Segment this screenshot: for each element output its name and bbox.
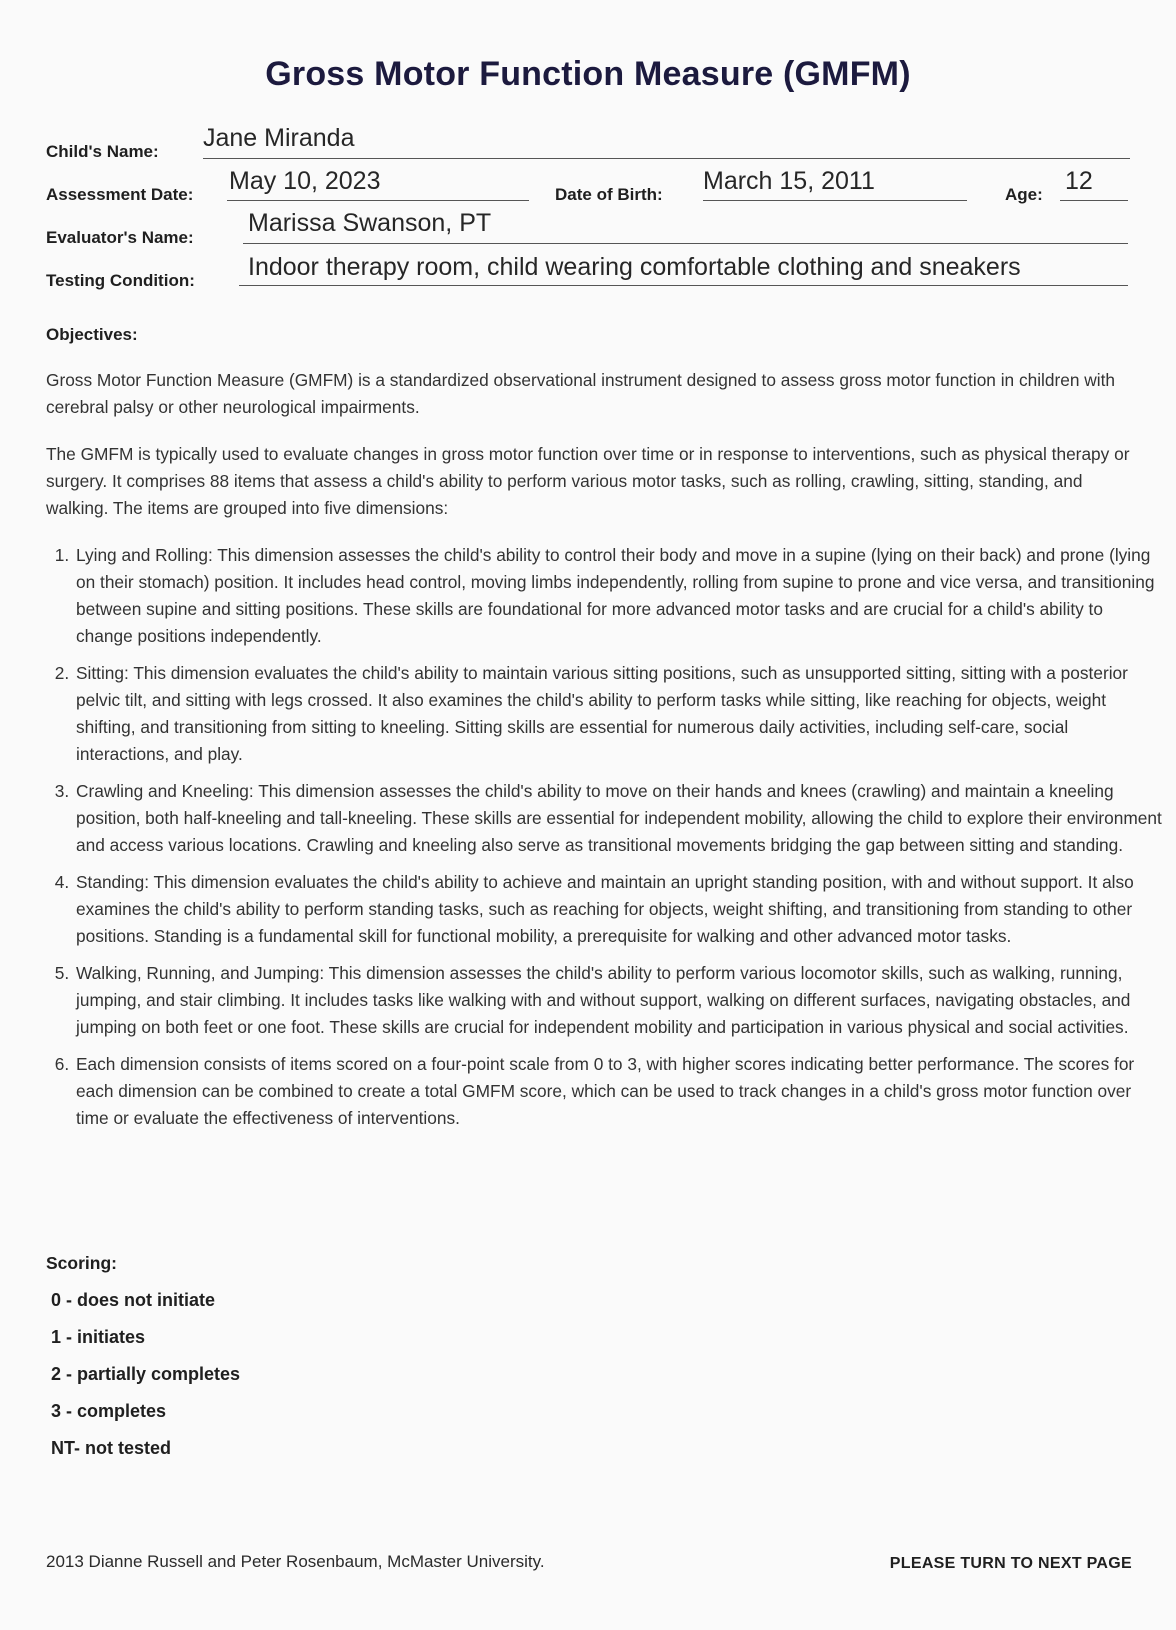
- score-item: 2 - partially completes: [51, 1364, 241, 1384]
- assessment-date-line: [227, 200, 529, 201]
- age-line: [1060, 200, 1128, 201]
- dimensions-list: [46, 542, 1164, 1142]
- dimension-item: 5. Walking, Running, and Jumping: This dimension assesses the child's ability to perform various locomotor skills, such as walking, running, jumping, and stair climbing. It includes tasks like walking with and without support, walking on different surfaces, navigating obstacles, and jumping on both feet or one foot. These skills are crucial for independent mobility and participation in various physical and social activities.: [74, 960, 1164, 1041]
- copyright-notice: 2013 Dianne Russell and Peter Rosenbaum, McMaster University.: [46, 1552, 545, 1571]
- child-name-line: [203, 158, 1130, 159]
- score-item: 1 - initiates: [51, 1327, 146, 1347]
- dimension-item: 4. Standing: This dimension evaluates the child's ability to achieve and maintain an upright standing position, with and without support. It also examines the child's ability to perform standing tasks, such as reaching for objects, weight shifting, and transitioning from standing to other positions. Standing is a fundamental skill for functional mobility, a prerequisite for walking and other advanced motor tasks.: [74, 869, 1164, 950]
- dimension-item: 1. Lying and Rolling: This dimension assesses the child's ability to control their body and move in a supine (lying on their back) and prone (lying on their stomach) position. It includes head control, moving limbs independently, rolling from supine to prone and vice versa, and transitioning between supine and sitting positions. These skills are foundational for more advanced motor tasks and are crucial for a child's ability to change positions independently.: [74, 542, 1164, 650]
- evaluator-name-label: Evaluator's Name:: [46, 228, 194, 247]
- score-item: 3 - completes: [51, 1401, 167, 1421]
- child-name-value[interactable]: Jane Miranda: [203, 124, 355, 152]
- scoring-heading: Scoring:: [46, 1253, 117, 1273]
- testing-condition-line: [239, 285, 1128, 286]
- evaluator-name-line: [243, 243, 1128, 244]
- document-title: Gross Motor Function Measure (GMFM): [265, 55, 911, 93]
- age-label: Age:: [1005, 185, 1043, 204]
- assessment-date-value[interactable]: May 10, 2023: [229, 167, 381, 195]
- child-name-label: Child's Name:: [46, 142, 159, 161]
- date-of-birth-line: [703, 200, 967, 201]
- dimension-item: 3. Crawling and Kneeling: This dimension assesses the child's ability to move on their hands and knees (crawling) and maintain a kneeling position, both half-kneeling and tall-kneeling. These skills are essential for independent mobility, allowing the child to explore their environment and access various locations. Crawling and kneeling also serve as transitional movements bridging the gap between sitting and standing.: [74, 778, 1164, 859]
- age-value[interactable]: 12: [1065, 167, 1093, 195]
- dimension-item: 2. Sitting: This dimension evaluates the child's ability to maintain various sitting positions, such as unsupported sitting, sitting with a posterior pelvic tilt, and sitting with legs crossed. It also examines the child's ability to perform tasks while sitting, like reaching for objects, weight shifting, and transitioning from sitting to kneeling. Sitting skills are essential for numerous daily activities, including self-care, social interactions, and play.: [74, 660, 1164, 768]
- objectives-paragraph: The GMFM is typically used to evaluate changes in gross motor function over time or in response to interventions, such as physical therapy or surgery. It comprises 88 items that assess a child's ability to perform various motor tasks, such as rolling, crawling, sitting, standing, and walking. The items are grouped into five dimensions:: [46, 444, 1130, 518]
- score-item: 0 - does not initiate: [51, 1290, 216, 1310]
- date-of-birth-label: Date of Birth:: [555, 185, 663, 204]
- dimension-item: 6. Each dimension consists of items scored on a four-point scale from 0 to 3, with higher scores indicating better performance. The scores for each dimension can be combined to create a total GMFM score, which can be used to track changes in a child's gross motor function over time or evaluate the effectiveness of interventions.: [74, 1051, 1164, 1132]
- assessment-date-label: Assessment Date:: [46, 185, 194, 204]
- objectives-heading: Objectives:: [46, 325, 138, 344]
- date-of-birth-value[interactable]: March 15, 2011: [703, 167, 875, 195]
- testing-condition-label: Testing Condition:: [46, 271, 195, 290]
- next-page-notice: PLEASE TURN TO NEXT PAGE: [889, 1555, 1132, 1572]
- score-item: NT- not tested: [51, 1438, 171, 1458]
- evaluator-name-value[interactable]: Marissa Swanson, PT: [248, 209, 492, 237]
- testing-condition-value[interactable]: Indoor therapy room, child wearing comfortable clothing and sneakers: [248, 253, 1021, 281]
- objectives-paragraph: Gross Motor Function Measure (GMFM) is a standardized observational instrument designed to assess gross motor function in children with cerebral palsy or other neurological impairments.: [46, 370, 1116, 417]
